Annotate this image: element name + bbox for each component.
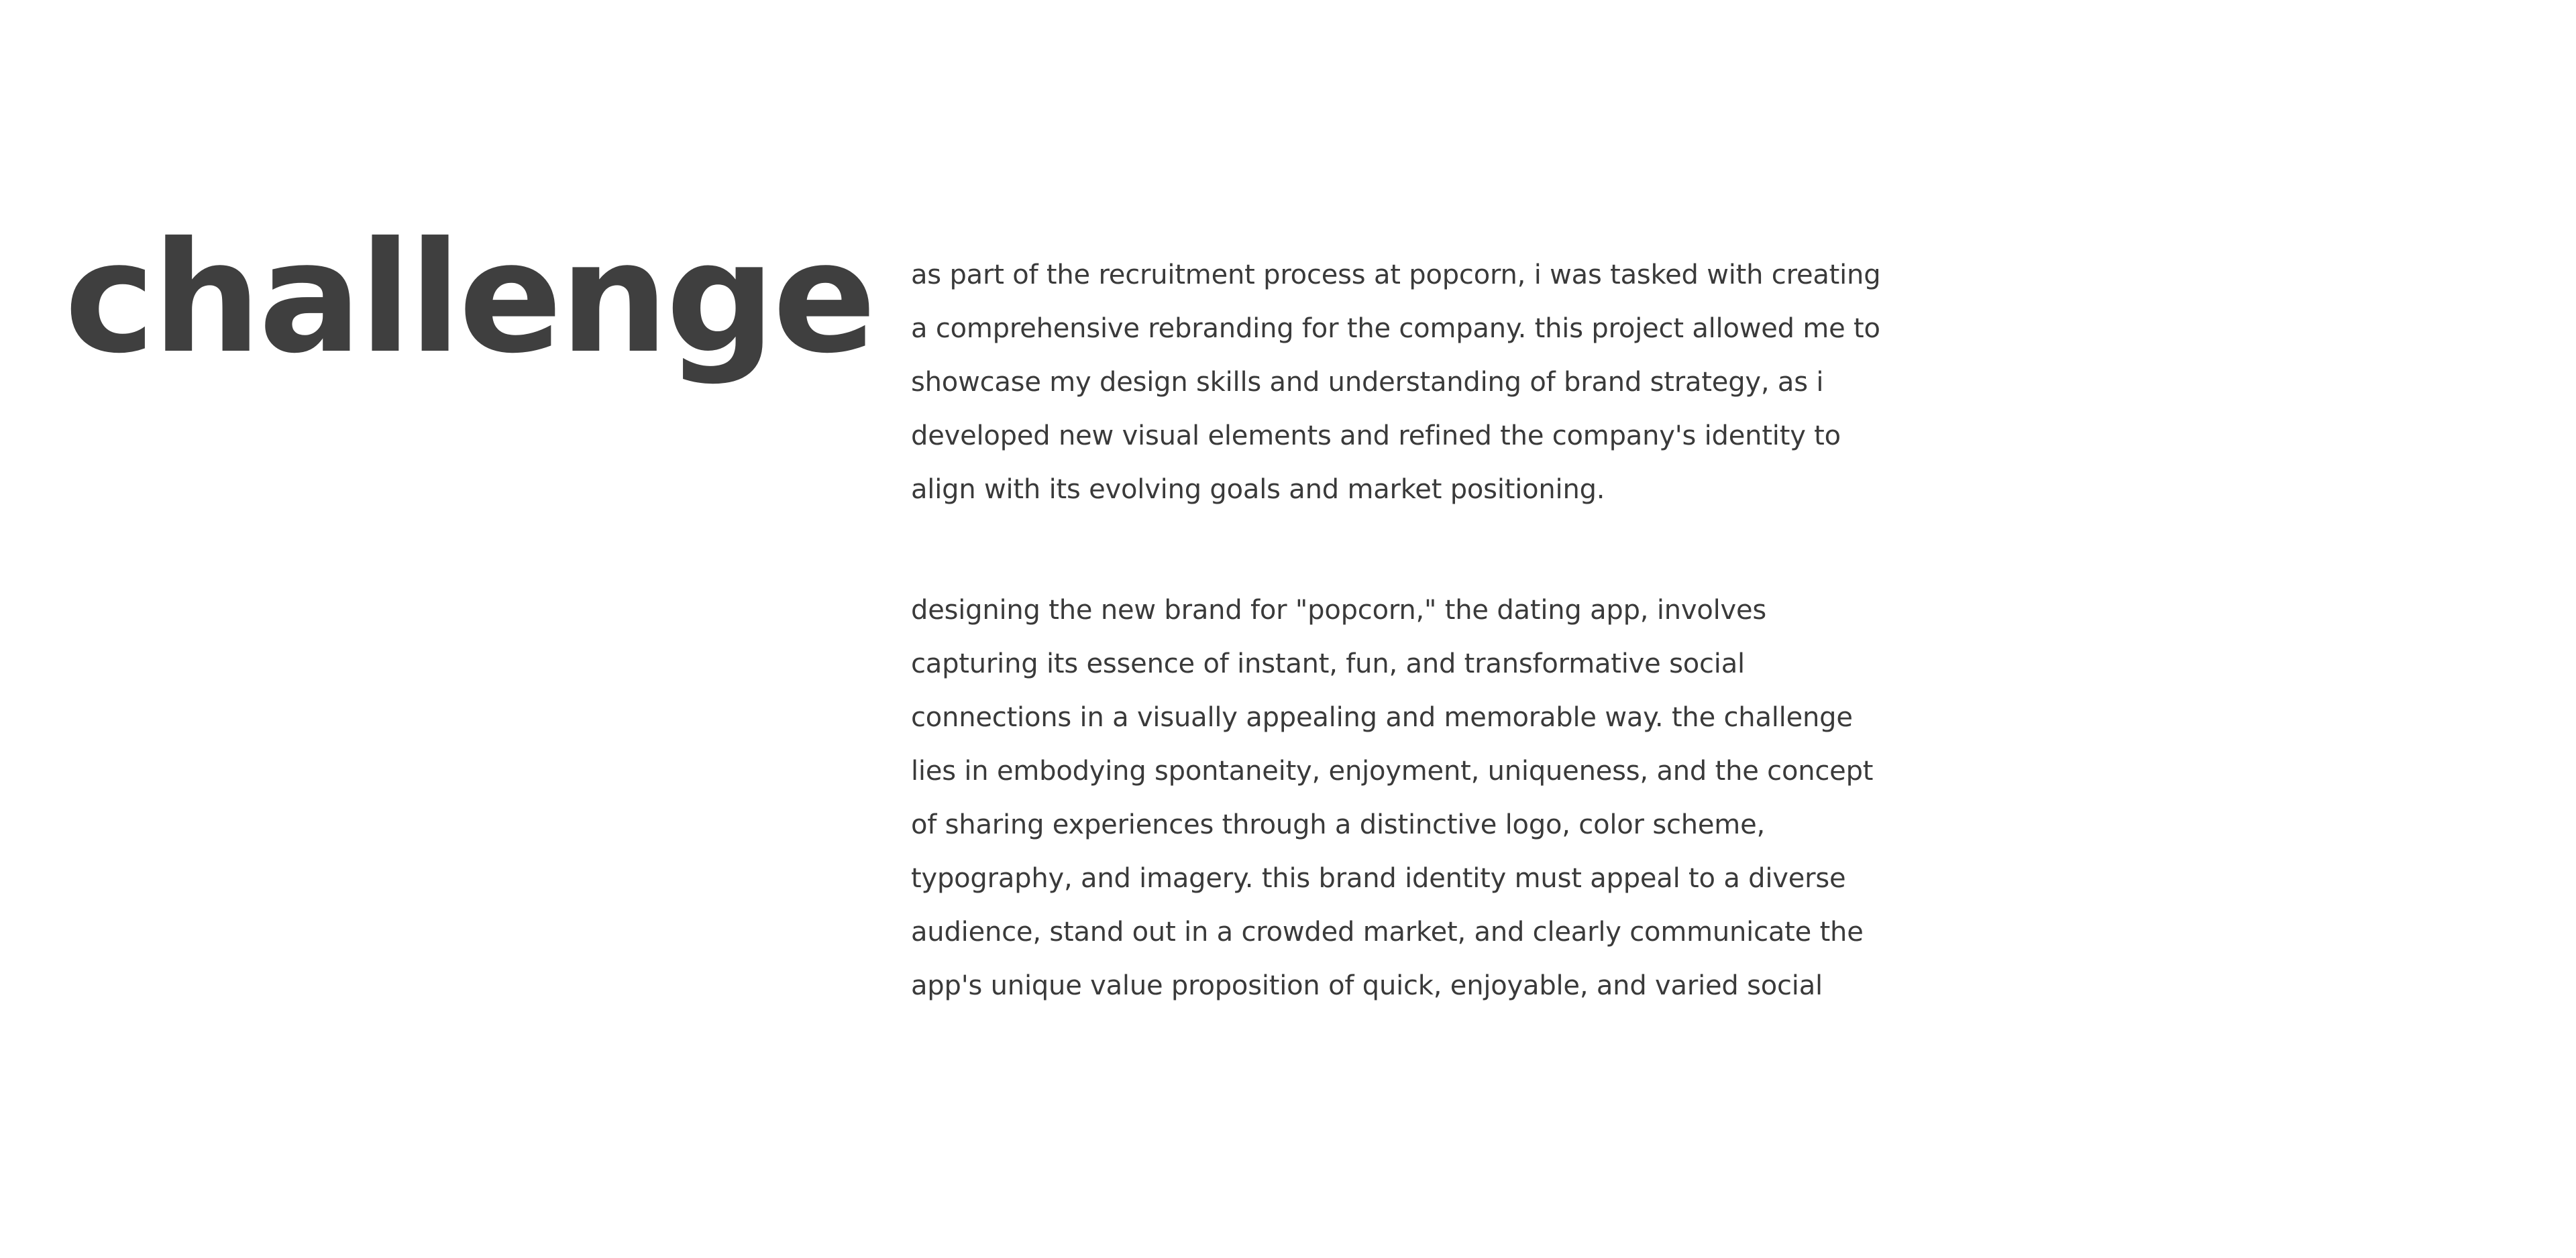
paragraph-intro: as part of the recruitment process at popcorn, i was tasked with creating a comprehensive rebranding for the company. this project allowed me to showcase my design skills and understanding of brand strategy, as i developed new visual elements and refined the company's identity to align with its evolving goals and market positioning. — [911, 260, 1881, 505]
section-heading: challenge — [64, 209, 874, 387]
body-text-column — [911, 248, 1884, 1013]
paragraph-challenge: designing the new brand for "popcorn," the dating app, involves capturing its essence of instant, fun, and transformative social connections in a visually appealing and memorable way. the challenge lies in embodying spontaneity, enjoyment, uniqueness, and the concept of sharing experiences through a distinctive logo, color scheme, typography, and imagery. this brand identity must appeal to a diverse audience, stand out in a crowded market, and clearly communicate the app's unique value proposition of quick, enjoyable, and varied social — [911, 595, 1874, 1001]
